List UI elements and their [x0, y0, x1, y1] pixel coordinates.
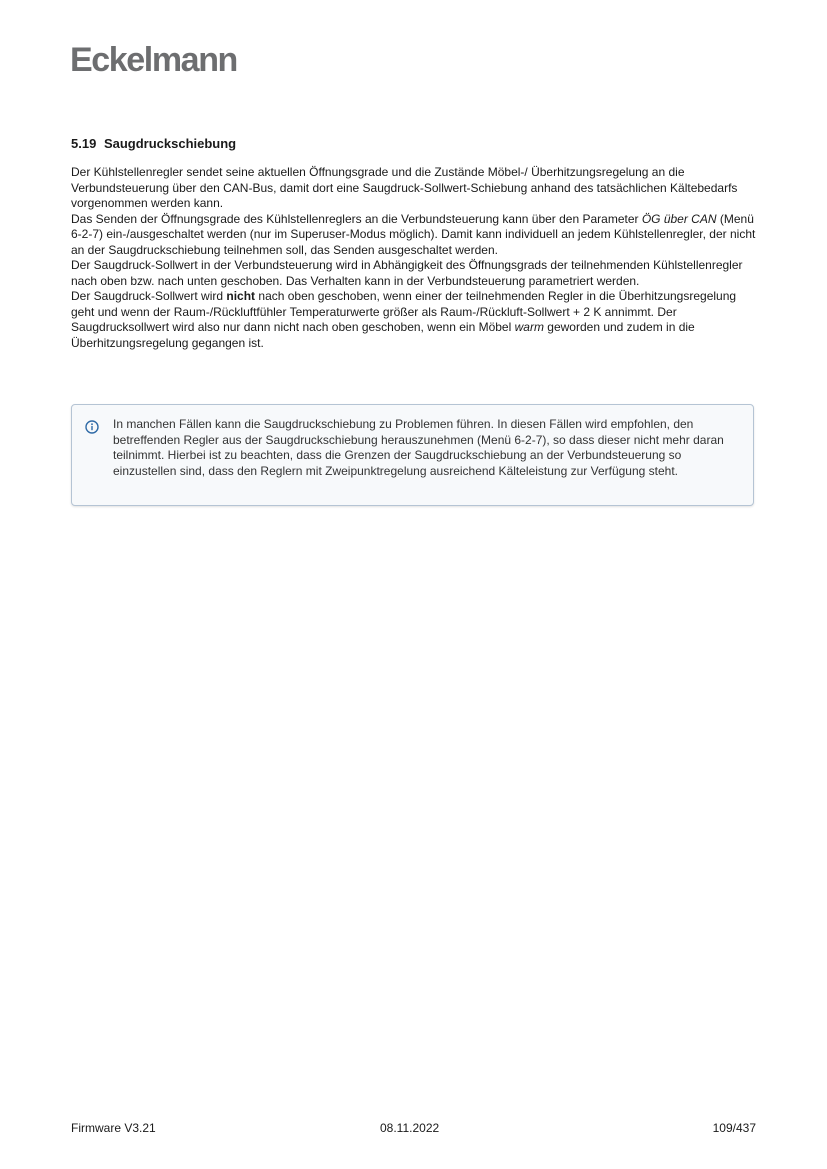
paragraph-2 [71, 212, 761, 259]
section-body [71, 165, 761, 351]
paragraph-4-text-b: nach oben geschoben, wenn einer der teilnehmenden Regler in die Überhitzungsregelung geht und wenn der Raum-/Rückluftfühler Temperaturwerte größer als Raum-/Rückluft-Sollwert + 2 K annimmt. Der Saugdrucksollwert wird also nur dann nicht nach oben geschoben, wenn ein Möbel [71, 289, 737, 334]
paragraph-4-text-a: Der Saugdruck-Sollwert wird [71, 289, 227, 303]
footer-date: 08.11.2022 [380, 1121, 440, 1135]
info-note-box [71, 404, 754, 506]
info-note-text: In manchen Fällen kann die Saugdruckschiebung zu Problemen führen. In diesen Fällen wird empfohlen, den betreffenden Regler aus der Saugdruckschiebung herauszunehmen (Menü 6-2-7), so dass dieser nicht mehr daran teilnimmt. Hierbei ist zu beachten, dass die Grenzen der Saugdruckschiebung an der Verbundsteuerung so einzustellen sind, dass den Reglern mit Zweipunktregelung ausreichend Kälteleistung zur Verfügung steht. [113, 417, 724, 478]
parameter-name: ÖG über CAN [641, 211, 717, 226]
paragraph-1: Der Kühlstellenregler sendet seine aktuellen Öffnungsgrade und die Zustände Möbel-/ Überhitzungsregelung an die Verbundsteuerung über den CAN-Bus, damit dort eine Saugdruck-Sollwert-Schiebung anhand des tatsächlichen Kältebedarfs vorgenommen werden kann. [71, 165, 738, 210]
eckelmann-logo: Eckelmann [70, 41, 237, 79]
section-title: Saugdruckschiebung [103, 136, 237, 151]
emphasis-warm: warm [514, 320, 544, 334]
paragraph-4 [71, 289, 761, 351]
footer-page-number: 109/437 [712, 1121, 756, 1135]
paragraph-2-text-b: (Menü 6-2-7) ein-/ausgeschaltet werden (nur im Superuser-Modus möglich). Damit kann individuell an jedem Kühlstellenregler, der nicht an der Saugdruckschiebung teilnehmen soll, das Senden ausgeschaltet werden. [71, 211, 756, 257]
section-heading [71, 136, 236, 152]
paragraph-4-text-c: geworden und zudem in die Überhitzungsregelung gegangen ist. [71, 320, 695, 350]
info-icon [85, 420, 99, 434]
emphasis-nicht: nicht [226, 289, 256, 303]
section-number: 5.19 [71, 136, 97, 151]
footer-firmware: Firmware V3.21 [71, 1121, 156, 1135]
paragraph-2-text-a: Das Senden der Öffnungsgrade des Kühlstellenreglers an die Verbundsteuerung kann über den Parameter [71, 211, 642, 226]
paragraph-3: Der Saugdruck-Sollwert in der Verbundsteuerung wird in Abhängigkeit des Öffnungsgrads der teilnehmenden Kühlstellenregler nach oben bzw. nach unten geschoben. Das Verhalten kann in der Verbundsteuerung parametriert werden. [71, 258, 743, 288]
